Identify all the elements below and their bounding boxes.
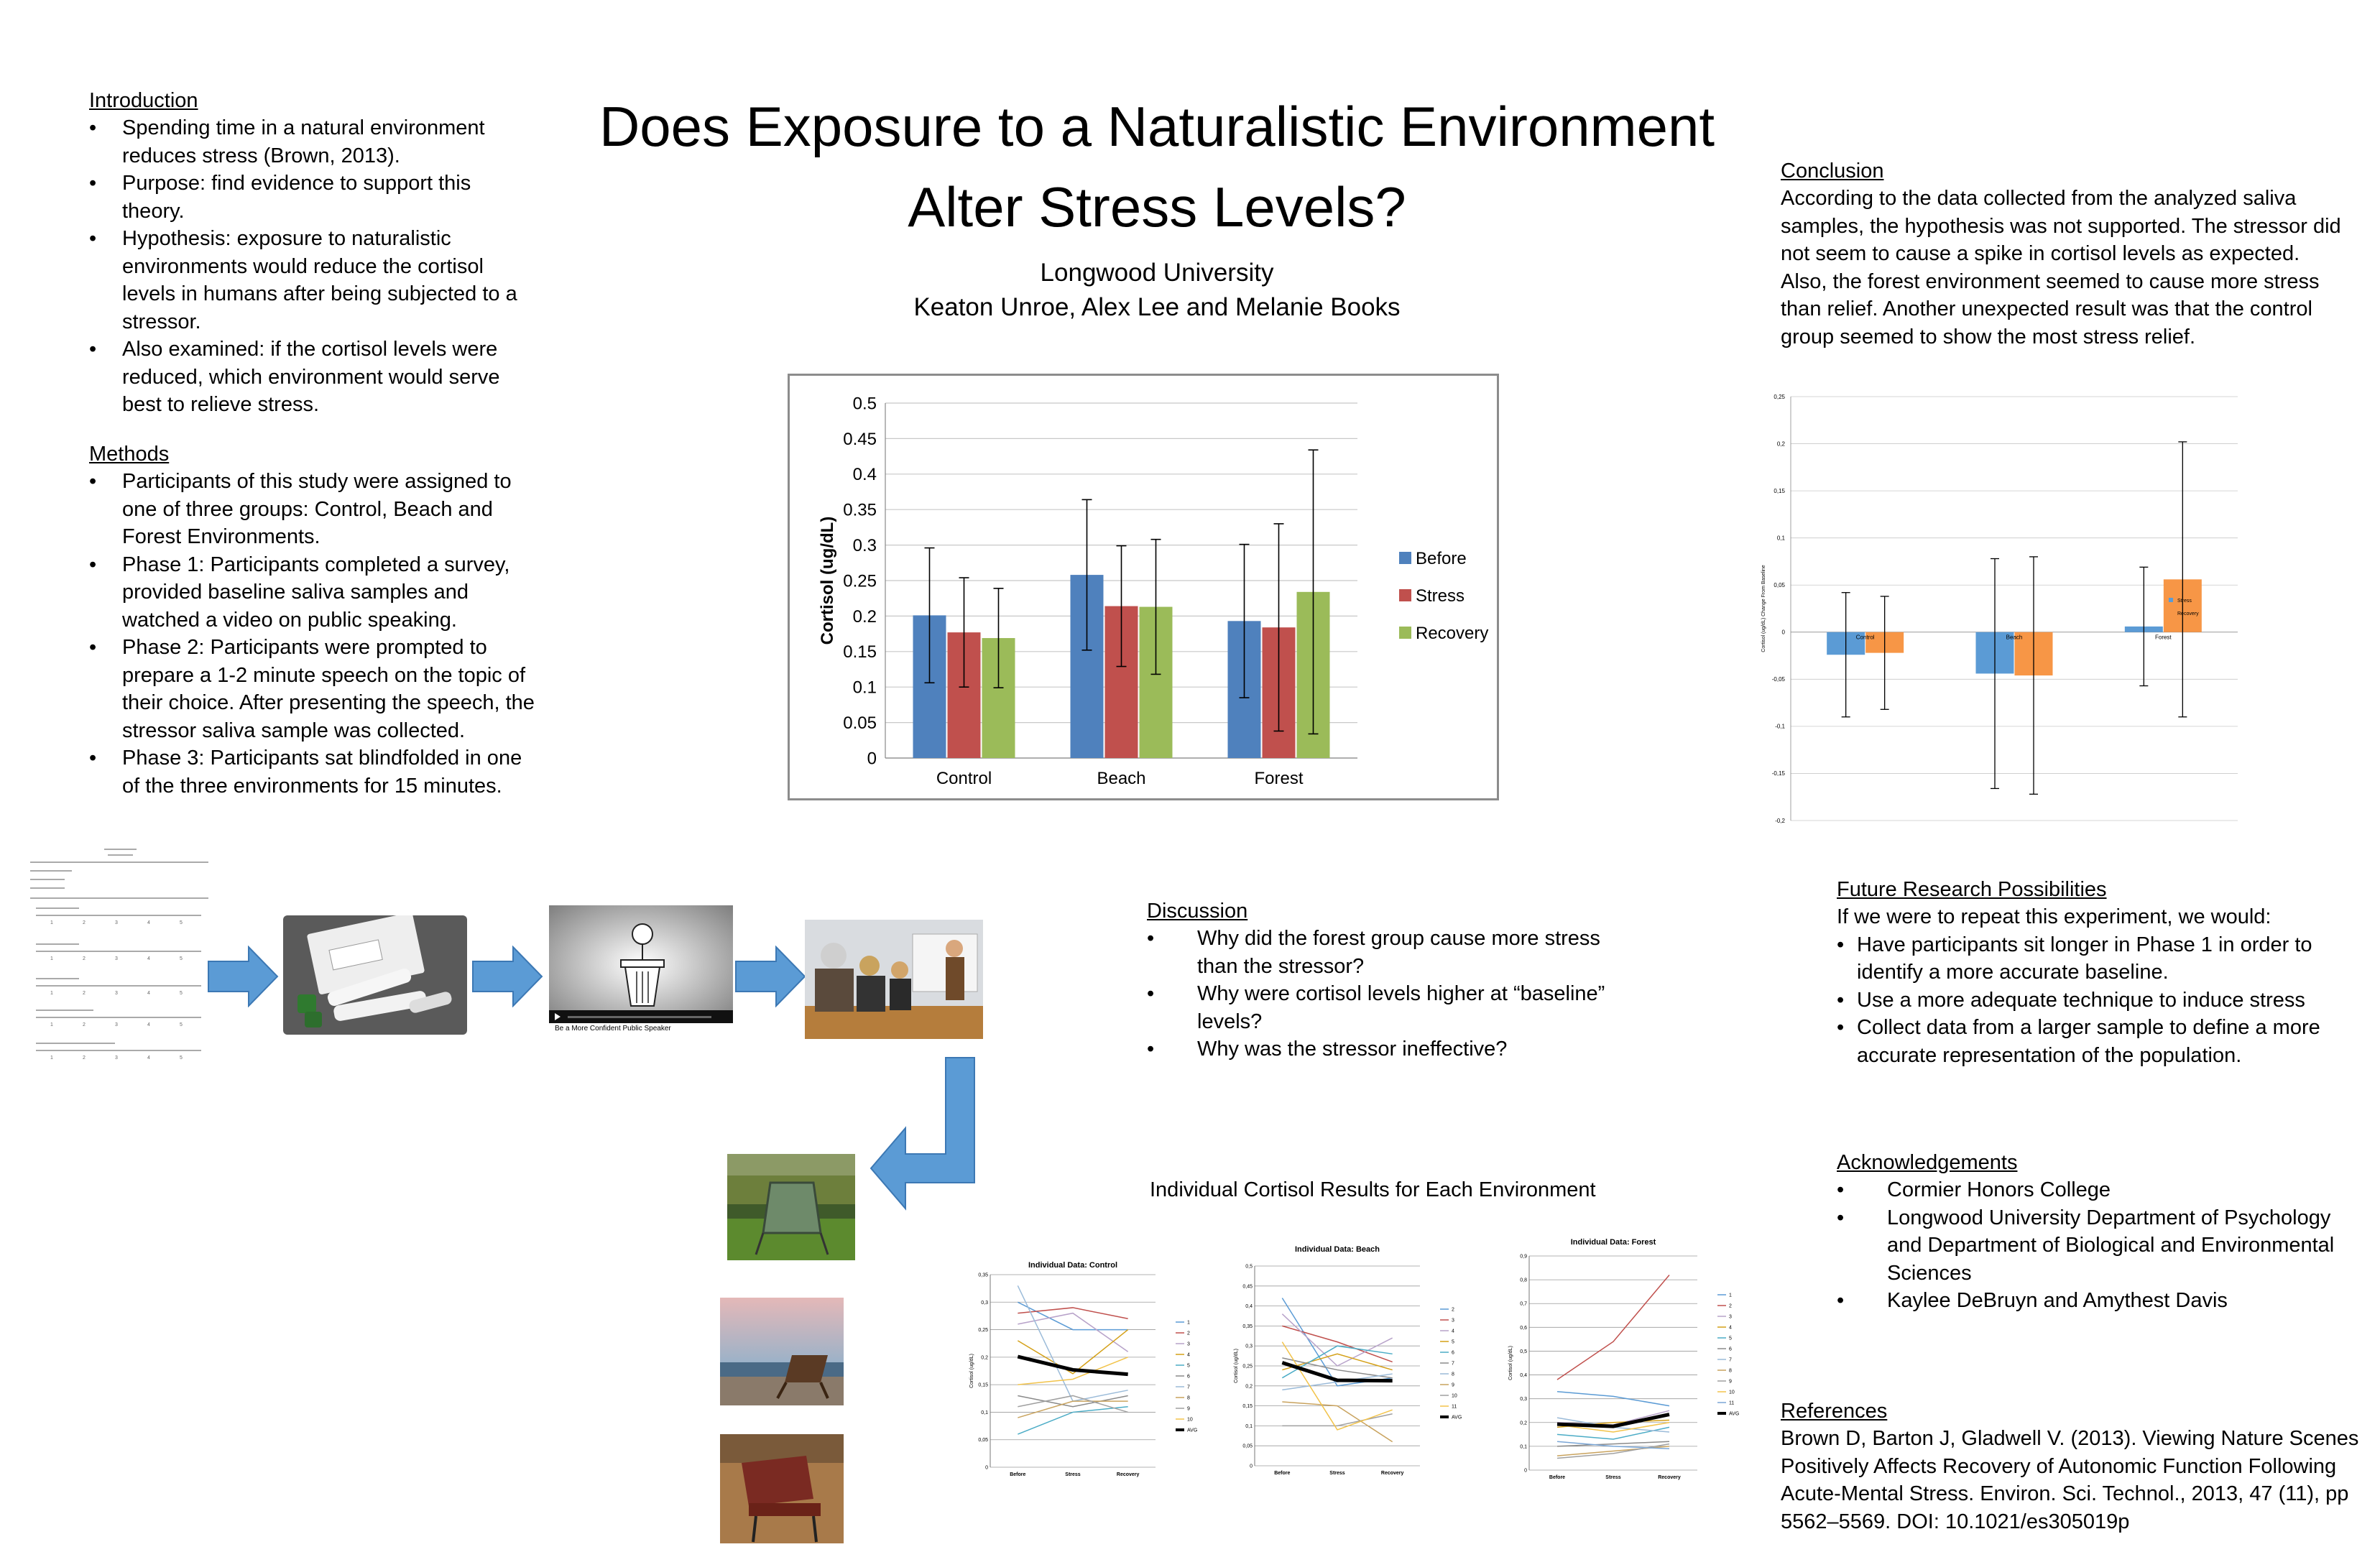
discussion-item: • Why was the stressor ineffective?	[1147, 1035, 1636, 1063]
legend-label: 11	[1452, 1404, 1457, 1410]
y-axis-label: Cortisol (ug/dL) Change From Baseline	[1761, 565, 1766, 652]
individual-beach-chart	[1227, 1236, 1473, 1480]
methods-section	[89, 443, 535, 800]
poster-title	[546, 86, 1768, 247]
title-line-2: Alter Stress Levels?	[908, 175, 1406, 239]
series-line	[1018, 1330, 1127, 1374]
svg-text:5: 5	[180, 956, 183, 961]
beach-chair-photo	[720, 1298, 844, 1405]
x-category-label: Control	[1855, 634, 1875, 641]
ack-item: • Longwood University Department of Psychology and Department of Biological and Environmental Sciences	[1837, 1204, 2340, 1288]
references-heading: References	[1781, 1400, 1888, 1423]
legend-label: Stress	[2177, 599, 2192, 604]
x-tick-label: Recovery	[1116, 1472, 1140, 1477]
series-line	[1018, 1302, 1127, 1329]
intro-item: • Hypothesis: exposure to naturalistic environments would reduce the cortisol levels in humans after being subjected to a stressor.	[89, 225, 535, 336]
change-bar-chart	[1753, 388, 2242, 826]
series-line	[1282, 1326, 1392, 1362]
y-tick-label: 0,5	[1520, 1349, 1527, 1354]
future-intro: If we were to repeat this experiment, we would:	[1837, 905, 2271, 928]
series-line	[1557, 1441, 1669, 1446]
y-tick-label: 0,4	[1245, 1304, 1253, 1310]
main-bar-chart-svg	[790, 376, 1497, 798]
y-tick-label: 0,1	[1245, 1423, 1253, 1429]
series-line	[1018, 1395, 1127, 1412]
svg-text:3: 3	[115, 956, 118, 961]
legend-label: 7	[1187, 1385, 1190, 1390]
svg-text:5: 5	[180, 1022, 183, 1027]
svg-text:4: 4	[147, 1022, 150, 1027]
y-tick-label: 0	[1250, 1464, 1253, 1469]
y-tick-label: 0,15	[1774, 487, 1785, 494]
x-tick-label: Stress	[1605, 1475, 1621, 1480]
y-tick-label: 0,2	[1776, 440, 1785, 448]
arrow-right-icon	[471, 946, 543, 1007]
x-tick-label: Before	[1010, 1472, 1026, 1477]
y-tick-label: 0,4	[1520, 1373, 1527, 1379]
affiliation: Longwood University	[1040, 259, 1274, 287]
svg-text:1: 1	[50, 1056, 53, 1061]
legend-label: AVG	[1187, 1428, 1198, 1433]
legend-label: 10	[1187, 1417, 1193, 1423]
arrow-right-icon	[734, 946, 806, 1007]
legend-label: 10	[1452, 1393, 1457, 1399]
y-tick-label: 0.5	[852, 394, 877, 414]
y-tick-label: 0.25	[843, 571, 877, 591]
arrow-right-icon	[207, 946, 279, 1007]
legend-label: 5	[1729, 1336, 1732, 1341]
individual-heading: Individual Cortisol Results for Each Environment	[1150, 1178, 1596, 1201]
y-tick-label: 0,5	[1245, 1264, 1253, 1270]
x-tick-label: Recovery	[1380, 1471, 1404, 1476]
discussion-section	[1147, 900, 1636, 1063]
legend-label: 5	[1187, 1363, 1190, 1369]
legend-label: 5	[1452, 1339, 1454, 1345]
y-tick-label: -0,05	[1771, 676, 1785, 683]
y-tick-label: -0,15	[1771, 770, 1785, 777]
individual-control-svg	[963, 1247, 1207, 1480]
y-tick-label: 0,05	[1774, 582, 1785, 589]
svg-text:2: 2	[83, 1056, 86, 1061]
y-tick-label: 0,2	[1245, 1384, 1253, 1390]
acknowledgements-heading: Acknowledgements	[1837, 1151, 2018, 1174]
ack-item: • Kaylee DeBruyn and Amythest Davis	[1837, 1287, 2340, 1315]
y-tick-label: 0,05	[978, 1438, 988, 1444]
y-tick-label: 0,3	[981, 1300, 988, 1306]
legend-label: Recovery	[1416, 624, 1489, 643]
y-tick-label: 0,25	[978, 1328, 988, 1334]
individual-forest-chart	[1502, 1221, 1756, 1480]
y-tick-label: -0,1	[1775, 723, 1785, 730]
y-tick-label: 0,6	[1520, 1325, 1527, 1331]
methods-item: • Phase 3: Participants sat blindfolded in one of the three environments for 15 minutes.	[89, 744, 535, 800]
public-speaking-video	[549, 905, 733, 1023]
y-tick-label: 0,3	[1245, 1344, 1253, 1349]
ack-item: • Cormier Honors College	[1837, 1176, 2340, 1204]
x-tick-label: Stress	[1065, 1472, 1081, 1477]
legend-label: 6	[1452, 1350, 1454, 1356]
legend-swatch	[2169, 598, 2173, 602]
series-line	[1557, 1427, 1669, 1439]
series-line	[1018, 1357, 1127, 1375]
y-tick-label: 0,1	[1520, 1444, 1527, 1450]
legend-label: 7	[1729, 1357, 1732, 1363]
svg-text:4: 4	[147, 920, 150, 925]
conclusion-heading: Conclusion	[1781, 160, 1884, 183]
legend-label: 3	[1187, 1341, 1190, 1347]
intro-item: • Also examined: if the cortisol levels were reduced, which environment would serve best to relieve stress.	[89, 336, 535, 419]
legend-swatch	[1399, 552, 1411, 564]
y-tick-label: -0,2	[1775, 817, 1785, 824]
legend-label: 4	[1452, 1329, 1454, 1334]
y-tick-label: 0	[985, 1465, 988, 1471]
discussion-heading: Discussion	[1147, 900, 1248, 923]
y-tick-label: 0,45	[1242, 1284, 1253, 1290]
y-tick-label: 0,15	[1242, 1404, 1253, 1410]
legend-swatch	[1399, 589, 1411, 601]
arrow-elbow-icon	[868, 1056, 976, 1211]
svg-text:4: 4	[147, 956, 150, 961]
legend-label: Before	[1416, 549, 1467, 568]
legend-label: 9	[1452, 1382, 1454, 1388]
main-bar-chart	[788, 374, 1499, 800]
legend-label: 6	[1187, 1374, 1190, 1380]
legend-label: 2	[1452, 1307, 1454, 1313]
change-bar-chart-svg	[1753, 388, 2242, 826]
svg-text:4: 4	[147, 991, 150, 996]
svg-text:3: 3	[115, 1056, 118, 1061]
legend-swatch	[2169, 611, 2173, 615]
saliva-kit-photo	[283, 915, 467, 1035]
y-axis-label: Cortisol (ug/dL)	[1234, 1349, 1239, 1383]
x-tick-label: Stress	[1329, 1471, 1345, 1476]
legend-label: 7	[1452, 1361, 1454, 1367]
intro-item: • Purpose: find evidence to support this theory.	[89, 170, 535, 225]
conclusion-text: According to the data collected from the analyzed saliva samples, the hypothesis was not supported. The stressor did not seem to cause a spike in cortisol levels as expected. Also, the forest environment seemed to cause more stress than relief. Another unexpected result was that the control group seemed to show the most stress relief.	[1781, 187, 2341, 348]
svg-text:1: 1	[50, 991, 53, 996]
future-item: • Use a more adequate technique to induce stress	[1837, 987, 2340, 1015]
y-tick-label: 0.45	[843, 429, 877, 449]
y-tick-label: 0,2	[981, 1355, 988, 1361]
legend-label: Recovery	[2177, 611, 2199, 616]
legend-label: 2	[1729, 1303, 1732, 1309]
methods-item: • Phase 2: Participants were prompted to prepare a 1-2 minute speech on the topic of their choice. After presenting the speech, the stressor saliva sample was collected.	[89, 634, 535, 744]
legend-label: 9	[1187, 1406, 1190, 1412]
authors: Keaton Unroe, Alex Lee and Melanie Books	[913, 293, 1401, 321]
individual-control-chart	[963, 1247, 1207, 1480]
y-tick-label: 0,15	[978, 1382, 988, 1388]
y-tick-label: 0,1	[1776, 535, 1785, 542]
legend-label: 1	[1187, 1320, 1190, 1326]
y-tick-label: 0.15	[843, 642, 877, 662]
individual-beach-svg	[1227, 1236, 1473, 1480]
svg-text:2: 2	[83, 920, 86, 925]
chart-title: Individual Data: Forest	[1570, 1238, 1656, 1247]
references-text: Brown D, Barton J, Gladwell V. (2013). Viewing Nature Scenes Positively Affects Recovery of Autonomic Function Following Acute-Mental Stress. Environ. Sci. Technol., 2013, 47 (11), pp 5562–5569. DOI: 10.1021/es305019p	[1781, 1427, 2359, 1533]
series-line	[1018, 1313, 1127, 1352]
acknowledgements-section	[1837, 1151, 2340, 1315]
y-tick-label: 0,05	[1242, 1444, 1253, 1449]
legend-swatch	[1399, 627, 1411, 639]
svg-text:5: 5	[180, 1056, 183, 1061]
intro-item: • Spending time in a natural environment reduces stress (Brown, 2013).	[89, 114, 535, 170]
svg-text:1: 1	[50, 1022, 53, 1027]
y-tick-label: 0.05	[843, 713, 877, 733]
legend-label: 8	[1187, 1395, 1190, 1401]
series-line	[1282, 1314, 1392, 1366]
x-tick-label: Before	[1274, 1471, 1291, 1476]
methods-item: • Participants of this study were assigned to one of three groups: Control, Beach and Forest Environments.	[89, 468, 535, 551]
y-tick-label: 0,8	[1520, 1278, 1527, 1283]
legend-label: 9	[1729, 1379, 1732, 1385]
legend-label: Stress	[1416, 586, 1465, 606]
legend-label: 1	[1729, 1293, 1732, 1298]
y-tick-label: 0.3	[852, 536, 877, 555]
legend-label: AVG	[1729, 1411, 1740, 1417]
future-heading: Future Research Possibilities	[1837, 878, 2107, 901]
discussion-item: • Why did the forest group cause more stress than the stressor?	[1147, 925, 1636, 980]
y-tick-label: 0	[1781, 629, 1785, 636]
svg-text:5: 5	[180, 991, 183, 996]
title-line-1: Does Exposure to a Naturalistic Environment	[599, 95, 1715, 158]
y-tick-label: 0.35	[843, 500, 877, 520]
legend-label: 6	[1729, 1347, 1732, 1352]
series-line	[1018, 1407, 1127, 1434]
introduction-heading: Introduction	[89, 89, 198, 112]
future-item: • Have participants sit longer in Phase 1 in order to identify a more accurate baseline.	[1837, 931, 2340, 987]
x-tick-label: Before	[1549, 1475, 1566, 1480]
video-caption: Be a More Confident Public Speaker	[555, 1025, 671, 1033]
future-section	[1837, 878, 2340, 1069]
svg-text:5: 5	[180, 920, 183, 925]
conclusion-section	[1781, 160, 2348, 351]
y-tick-label: 0,35	[978, 1272, 988, 1278]
legend-label: 4	[1187, 1352, 1190, 1358]
y-tick-label: 0.1	[852, 678, 877, 698]
y-axis-label: Cortisol (ug/dL)	[818, 516, 837, 645]
legend-label: 8	[1729, 1368, 1732, 1374]
svg-text:2: 2	[83, 1022, 86, 1027]
y-tick-label: 0,9	[1520, 1254, 1527, 1260]
y-tick-label: 0,25	[1242, 1364, 1253, 1369]
legend-label: 2	[1187, 1331, 1190, 1336]
x-category-label: Control	[936, 769, 992, 788]
series-line	[1282, 1402, 1392, 1442]
y-tick-label: 0,7	[1520, 1301, 1527, 1307]
survey-image	[29, 845, 210, 1061]
legend-label: AVG	[1452, 1415, 1462, 1421]
svg-text:2: 2	[83, 991, 86, 996]
y-tick-label: 0.2	[852, 606, 877, 627]
svg-text:4: 4	[147, 1056, 150, 1061]
introduction-section	[89, 89, 535, 419]
legend-label: 4	[1729, 1325, 1732, 1331]
x-category-label: Forest	[2154, 634, 2172, 641]
discussion-item: • Why were cortisol levels higher at “baseline” levels?	[1147, 980, 1636, 1035]
x-category-label: Forest	[1254, 769, 1304, 788]
y-tick-label: 0	[1524, 1468, 1527, 1474]
svg-text:2: 2	[83, 956, 86, 961]
chart-title: Individual Data: Control	[1028, 1261, 1118, 1270]
classroom-chair-photo	[720, 1434, 844, 1543]
forest-chair-photo	[727, 1154, 855, 1260]
x-category-label: Beach	[2006, 634, 2023, 641]
legend-label: 11	[1729, 1400, 1735, 1406]
svg-text:3: 3	[115, 1022, 118, 1027]
svg-text:1: 1	[50, 956, 53, 961]
y-tick-label: 0,3	[1520, 1397, 1527, 1403]
legend-label: 3	[1452, 1318, 1454, 1324]
y-tick-label: 0.4	[852, 465, 877, 485]
legend-label: 10	[1729, 1390, 1735, 1395]
chart-title: Individual Data: Beach	[1295, 1245, 1380, 1254]
audience-photo	[805, 920, 983, 1039]
y-tick-label: 0	[867, 749, 877, 769]
svg-text:3: 3	[115, 991, 118, 996]
y-axis-label: Cortisol (ug/dL)	[969, 1354, 974, 1388]
individual-forest-svg	[1502, 1221, 1756, 1480]
y-tick-label: 0,25	[1774, 393, 1785, 400]
y-tick-label: 0,35	[1242, 1324, 1253, 1329]
x-tick-label: Recovery	[1658, 1475, 1681, 1480]
svg-text:3: 3	[115, 920, 118, 925]
legend-label: 8	[1452, 1372, 1454, 1377]
methods-item: • Phase 1: Participants completed a survey, provided baseline saliva samples and watched a video on public speaking.	[89, 551, 535, 634]
legend-label: 3	[1729, 1314, 1732, 1320]
x-category-label: Beach	[1097, 769, 1146, 788]
methods-heading: Methods	[89, 443, 170, 466]
y-tick-label: 0,2	[1520, 1421, 1527, 1426]
y-axis-label: Cortisol (ug/dL)	[1508, 1346, 1513, 1380]
svg-text:1: 1	[50, 920, 53, 925]
future-item: • Collect data from a larger sample to define a more accurate representation of the population.	[1837, 1014, 2340, 1069]
references-section	[1781, 1400, 2370, 1535]
affiliation-block	[690, 256, 1624, 325]
y-tick-label: 0,1	[981, 1410, 988, 1415]
